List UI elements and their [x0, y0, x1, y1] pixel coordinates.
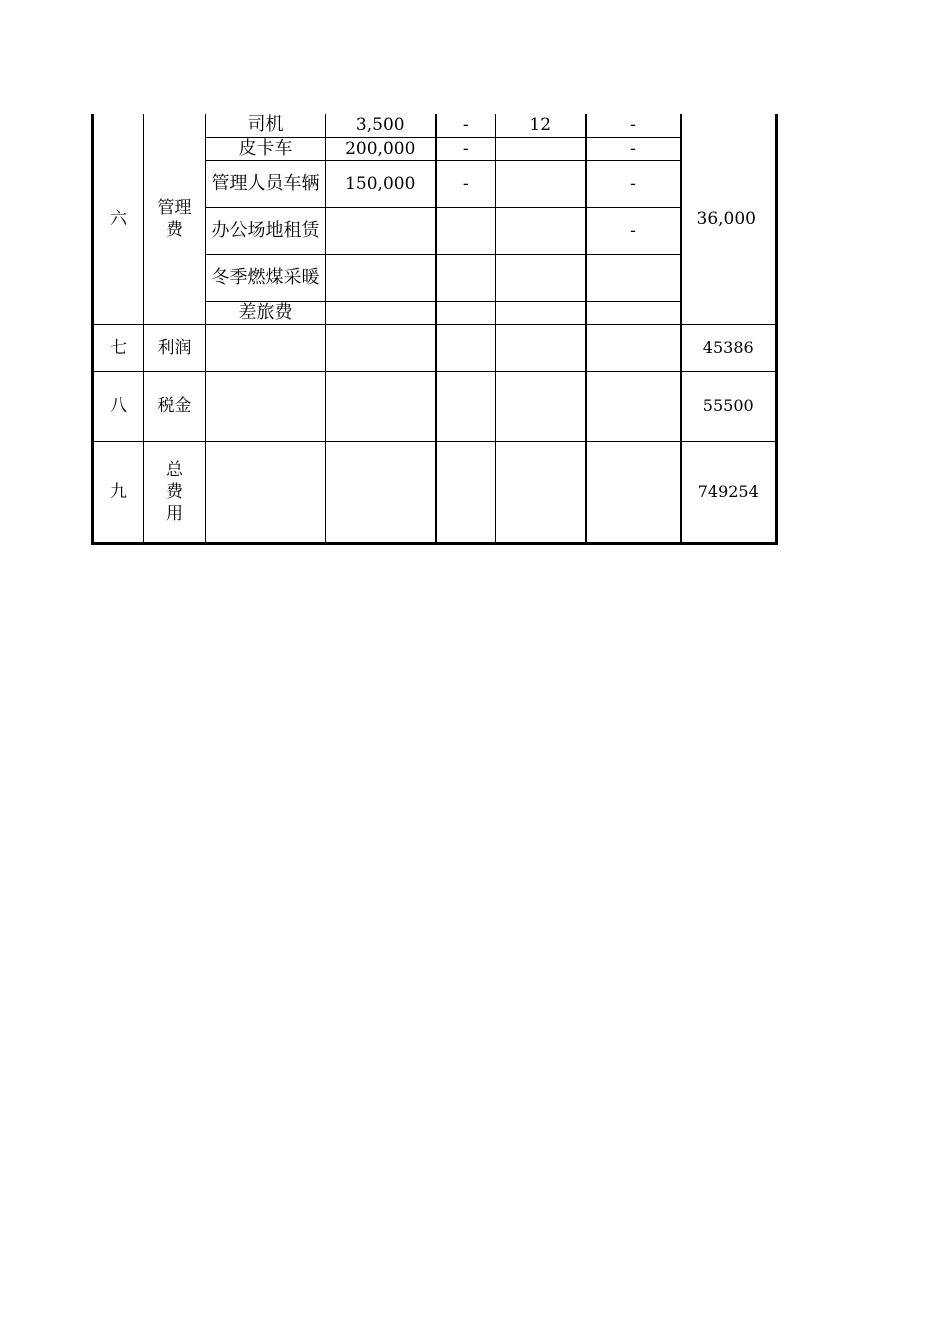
item-col4: [496, 254, 586, 301]
item-col3: [436, 254, 496, 301]
item-name: 办公场地租赁: [206, 207, 326, 254]
table-row: [93, 371, 777, 441]
row-category: 总费用: [144, 441, 206, 543]
item-col4: [496, 301, 586, 324]
item-col3: -: [436, 160, 496, 207]
item-amount: [326, 254, 436, 301]
item-col3: -: [436, 137, 496, 160]
row-total: 45386: [681, 324, 777, 371]
item-col3: -: [436, 114, 496, 137]
item-amount: 3,500: [326, 114, 436, 137]
item-name: 差旅费: [206, 301, 326, 324]
item-col5: [586, 254, 681, 301]
item-col4: [496, 207, 586, 254]
item-col4: 12: [496, 114, 586, 137]
item-col5: [586, 301, 681, 324]
item-col5: -: [586, 114, 681, 137]
row-index: 九: [93, 441, 144, 543]
row-index: 七: [93, 324, 144, 371]
item-col5: -: [586, 207, 681, 254]
item-col5: -: [586, 160, 681, 207]
item-amount: [326, 207, 436, 254]
item-amount: 150,000: [326, 160, 436, 207]
item-col3: [436, 207, 496, 254]
item-name: 皮卡车: [206, 137, 326, 160]
item-col4: [496, 137, 586, 160]
cost-table: [91, 114, 778, 545]
table-row: [93, 441, 777, 543]
item-name: 司机: [206, 114, 326, 137]
item-name: 管理人员车辆: [206, 160, 326, 207]
item-col4: [496, 160, 586, 207]
item-col3: [436, 301, 496, 324]
item-col5: -: [586, 137, 681, 160]
table-row: [93, 114, 777, 137]
row-category: 管理费: [144, 114, 206, 324]
row-total: 36,000: [681, 114, 777, 324]
row-index: 六: [93, 114, 144, 324]
row-index: 八: [93, 371, 144, 441]
item-amount: 200,000: [326, 137, 436, 160]
row-total: 749254: [681, 441, 777, 543]
row-category: 利润: [144, 324, 206, 371]
item-amount: [326, 301, 436, 324]
table-row: [93, 324, 777, 371]
row-category: 税金: [144, 371, 206, 441]
item-name: 冬季燃煤采暖: [206, 254, 326, 301]
row-total: 55500: [681, 371, 777, 441]
